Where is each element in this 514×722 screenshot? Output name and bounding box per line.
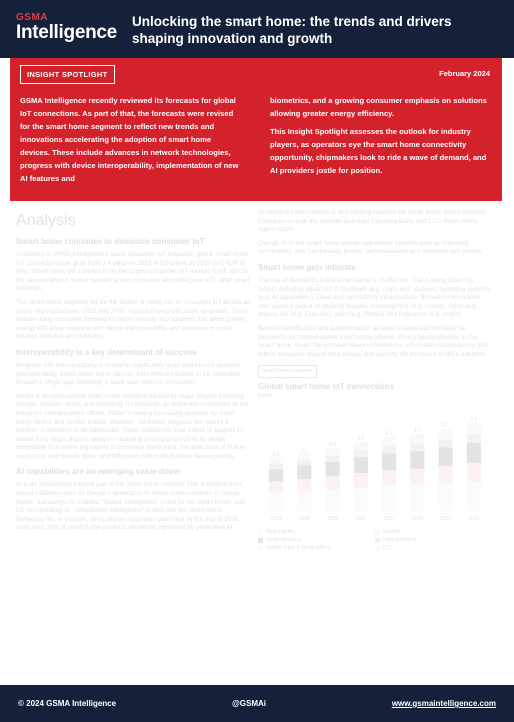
bar-total-label: 5.6 (470, 415, 478, 422)
bar-segment (467, 462, 481, 480)
body-paragraph: AI combined with robotics is also helping redefine the smart home device portfolio. Examples include the recently launched Samsung Ballie and LG's Smart Home Agent robots. (258, 209, 488, 234)
x-tick-label: 2024 (298, 515, 310, 522)
page-title: Unlocking the smart home: the trends and drivers shaping innovation and growth (132, 14, 452, 46)
bar-segment (382, 470, 396, 485)
website-link[interactable]: www.gsmaintelligence.com (391, 699, 496, 708)
bar-segment (410, 443, 424, 451)
body-paragraph: The use of biometrics in the smart home is on the rise. This is being driven by factors including advances in hardware (e.g. chips and sensors), operating systems (e.g. AI capabilities), cloud and connectivity infrastructure. Biometrics innovation now spans a gamut of physical features including face (e.g. Lockly), voice (e.g. Aqara), iris (e.g. EyeLock), palm (e.g. Philips) and fingerprint (e.g. U-tec). (258, 276, 491, 319)
bar-segment (269, 459, 283, 463)
copyright: © 2024 GSMA Intelligence (18, 699, 117, 708)
body-column-left (16, 209, 250, 538)
bar-segment (326, 447, 340, 450)
bar-segment (326, 455, 340, 461)
bar-segment (269, 492, 283, 510)
logo-intelligence: Intelligence (16, 22, 117, 43)
legend-swatch (375, 546, 380, 551)
legend-swatch (375, 538, 380, 543)
bar-segment (410, 433, 424, 437)
chart-title: Global smart home IoT connections (258, 381, 395, 391)
social-handle[interactable]: @GSMAi (232, 699, 267, 708)
bar-segment (297, 465, 311, 478)
banner-paragraph: biometrics, and a growing consumer emphasis on solutions allowing greater energy efficiency. (270, 96, 487, 118)
legend-swatch (375, 530, 380, 535)
bar-segment (269, 463, 283, 468)
legend-label: Latin America (383, 537, 417, 544)
legend-label: Middle East & North Africa (266, 545, 331, 552)
banner-paragraph: This Insight Spotlight assesses the outlook for industry players, as operators eye the smart home connectivity opportunity, chipmakers look to ride a wave of demand, and AI providers jostle for position. (270, 127, 487, 175)
bar-segment (439, 433, 453, 439)
bar-segment (297, 491, 311, 511)
chart-tag: Smart home consumer (258, 365, 317, 378)
x-tick-label: 2023 (270, 515, 282, 522)
x-tick-label: 2030 (468, 515, 480, 522)
bar-total-label: 4.9 (413, 427, 421, 434)
bar-segment (410, 437, 424, 443)
bar-segment (439, 447, 453, 466)
legend-label: Asia Pacific (266, 529, 295, 536)
legend-item (258, 544, 375, 552)
bar-segment (382, 453, 396, 470)
banner-paragraph: GSMA Intelligence recently reviewed its forecasts for global IoT connections. As part of that, the forecasts were revised for the smart home segment to reflect new trends and innovations accelerating the adoption of smart home devices. These include advances in network technologies, progress with device interoperability, implementation of new AI features and (20, 96, 239, 183)
body-paragraph: Progress with interoperability is crucial to significantly grow smart home adoption. Interoperability allows smart home devices from different brands to be controlled through a single app, removing a major pain point for consumers. (16, 361, 243, 387)
bar-segment (410, 451, 424, 469)
bar-segment (354, 441, 368, 445)
bar-segment (382, 440, 396, 445)
bar-segment (354, 487, 368, 510)
body-paragraph: According to GSMA Intelligence's latest consumer IoT forecasts, global smart home IoT connections will grow from 3.4 billion in 2023 to 5.6 billion by 2030 (a CAGR of 8%). Smart home will continue to be the largest consumer IoT market. It will also be the second-largest market overall (across consumer and enterprise IoT), after smart buildings. (16, 251, 250, 293)
section-heading: AI capabilities are an emerging value driver (16, 467, 181, 477)
bar-total-label: 5.2 (442, 422, 450, 429)
x-tick-label: 2029 (440, 515, 452, 522)
bar-segment (467, 433, 481, 442)
banner-text-left (20, 94, 242, 190)
legend-swatch (258, 538, 263, 543)
legend-item (258, 528, 375, 536)
legend-label: CIS (383, 545, 393, 552)
bar-segment (354, 450, 368, 457)
bar-total-label: 3.4 (272, 450, 280, 457)
bar-segment (439, 439, 453, 447)
bar-segment (269, 469, 283, 481)
bar-segment (439, 428, 453, 433)
legend-item (375, 536, 492, 544)
bar-segment (410, 468, 424, 484)
bar-segment (326, 451, 340, 455)
bar-segment (467, 481, 481, 511)
bar-total-label: 3.7 (300, 446, 308, 453)
bar-segment (467, 422, 481, 427)
bar-segment (354, 445, 368, 450)
body-paragraph: Overall, AI in the smart home should help deliver benefits such as improved functionality, new functionality, greater personalisation and improved self-service. (258, 239, 484, 256)
legend-item (375, 528, 492, 536)
analysis-body-faded (0, 201, 514, 685)
bar-segment (297, 478, 311, 490)
bar-segment (410, 484, 424, 510)
bar-segment (467, 442, 481, 462)
bar-segment (354, 473, 368, 488)
section-heading: Smart home continues to dominate consumer IoT (16, 237, 205, 246)
section-heading: Smart home gets intimate (258, 262, 356, 272)
chart-block (258, 365, 492, 552)
bar-segment (354, 457, 368, 473)
bar-segment (382, 436, 396, 440)
body-paragraph: Matter is an open-source smart home standard backed by major players including Google, Amazon, Apple and Samsung. It represents an important component of the industry's interoperability efforts. Matter is seeing increasing adoption by smart home device and service brands. However, continued progress will require a number of concerns to be addressed. These include the slow rollout of support for Matter from major players; delays in updating existing products to be Matter compatible from some big names in consumer electronics; the slow pace of Matter support for new device types; and difficulties with multi-platform device pairing. (16, 392, 249, 460)
page-footer (0, 685, 514, 722)
body-column-right (258, 209, 492, 552)
legend-swatch (258, 530, 263, 535)
legend-label: North America (266, 537, 301, 544)
bar-segment (467, 427, 481, 433)
intro-banner (10, 58, 502, 201)
body-paragraph: AI is an increasingly integral part of the smart home concept. This is evident from recent initiatives such as Google's generative AI-driven enhancements to Google Home, Samsung's AI-enabled "Spatial Intelligence" vision for the smart home, and LG incorporating its "Affectionate Intelligence" AI tech into the smart home. Reflecting this AI infusion, some analyst estimates claim that by the end of 2026 more than 30% of smart home products should be supported by generative AI. (16, 481, 245, 532)
analysis-heading: Analysis (16, 212, 76, 229)
bar-segment (382, 446, 396, 453)
bar-segment (326, 489, 340, 510)
x-tick-label: 2027 (383, 515, 395, 522)
bar-total-label: 4.7 (385, 430, 393, 437)
publication-date: February 2024 (439, 69, 490, 78)
logo-gsma: GSMA (16, 12, 48, 23)
bar-segment (297, 455, 311, 459)
legend-item (375, 544, 492, 552)
body-paragraph: The smart home segment will be the fastest growing part of consumer IoT across all seven regions between 2023 and 2030. Various drivers will power its growth. These include rising consumer demand for home security and solutions that allow greater energy efficiency, progress with device interoperability, and advances in home devices, features and networks. (16, 298, 250, 341)
bar-segment (297, 459, 311, 465)
bar-segment (269, 457, 283, 460)
bar-segment (297, 452, 311, 455)
bar-total-label: 4.4 (357, 434, 365, 441)
x-tick-label: 2026 (355, 515, 367, 522)
insight-spotlight-tag: INSIGHT SPOTLIGHT (20, 65, 115, 84)
banner-text-right (270, 94, 492, 182)
x-tick-label: 2028 (411, 515, 423, 522)
bar-segment (269, 481, 283, 492)
legend-swatch (258, 546, 263, 551)
x-tick-label: 2025 (327, 515, 339, 522)
bar-segment (326, 461, 340, 476)
legend-item (258, 536, 375, 544)
section-heading: Interoperability is a key determinant of success (16, 347, 197, 357)
chart-legend (258, 528, 492, 552)
bar-segment (326, 476, 340, 489)
stacked-bar-chart (258, 403, 492, 523)
page-header (0, 0, 514, 58)
body-paragraph: Beyond identification and authentication, an area of value-add will likely be biometrics for context-aware smart home actions, driving personalisation in the smart home. Given the intimate nature of biometrics, information transparency and robust measures around data privacy and security will be crucial to drive adoption. (258, 324, 488, 358)
bar-segment (439, 466, 453, 483)
legend-label: Europe (383, 529, 401, 536)
bar-segment (439, 483, 453, 511)
chart-unit: Billion (258, 392, 273, 399)
bar-segment (382, 486, 396, 511)
bar-total-label: 4.0 (329, 441, 337, 448)
